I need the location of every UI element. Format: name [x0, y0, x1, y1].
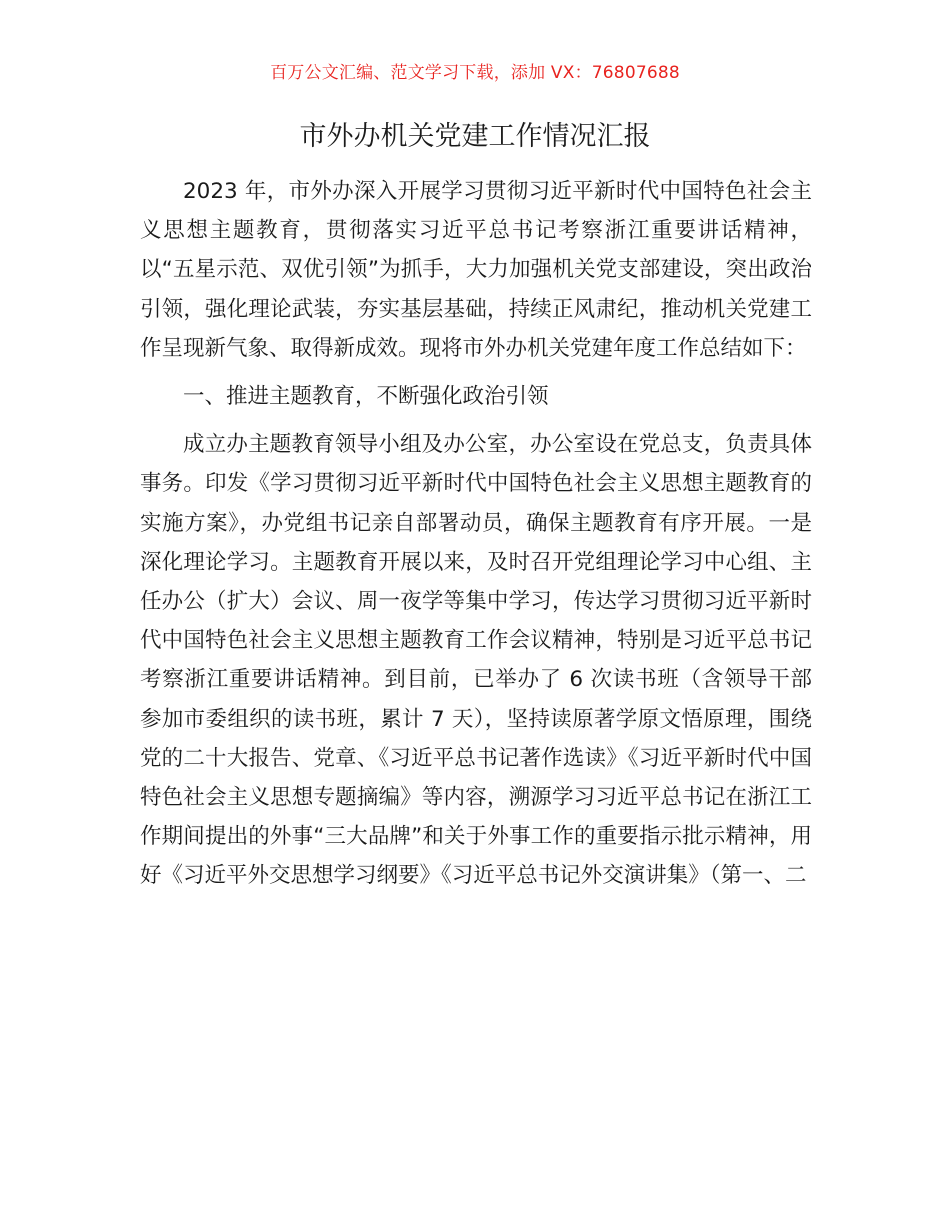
- document-title: 市外办机关党建工作情况汇报: [299, 121, 651, 152]
- document-body: [140, 172, 812, 896]
- intro-paragraph: 2023 年，市外办深入开展学习贯彻习近平新时代中国特色社会主义思想主题教育，贯彻落实习近平总书记考察浙江重要讲话精神，以“五星示范、双优引领”为抓手，大力加强机关党支部建设，突出政治引领，强化理论武装，夯实基层基础，持续正风肃纪，推动机关党建工作呈现新气象、取得新成效。现将市外办机关党建年度工作总结如下：: [140, 179, 812, 361]
- section-1-paragraph: 成立办主题教育领导小组及办公室，办公室设在党总支，负责具体事务。印发《学习贯彻习近平新时代中国特色社会主义思想主题教育的实施方案》，办党组书记亲自部署动员，确保主题教育有序开展。一是深化理论学习。主题教育开展以来，及时召开党组理论学习中心组、主任办公（扩大）会议、周一夜学等集中学习，传达学习贯彻习近平新时代中国特色社会主义思想主题教育工作会议精神，特别是习近平总书记考察浙江重要讲话精神。到目前，已举办了 6 次读书班（含领导干部参加市委组织的读书班，累计 7 天），坚持读原著学原文悟原理，围绕党的二十大报告、党章、《习近平总书记著作选读》《习近平新时代中国特色社会主义思想专题摘编》等内容，溯源学习习近平总书记在浙江工作期间提出的外事“三大品牌”和关于外事工作的重要指示批示精神，用好《习近平外交思想学习纲要》《习近平总书记外交演讲集》（第一、二: [140, 432, 812, 889]
- header-watermark-note: 百万公文汇编、范文学习下载，添加 VX：76807688: [270, 63, 680, 83]
- section-heading-1: 一、推进主题教育，不断强化政治引领: [183, 384, 549, 410]
